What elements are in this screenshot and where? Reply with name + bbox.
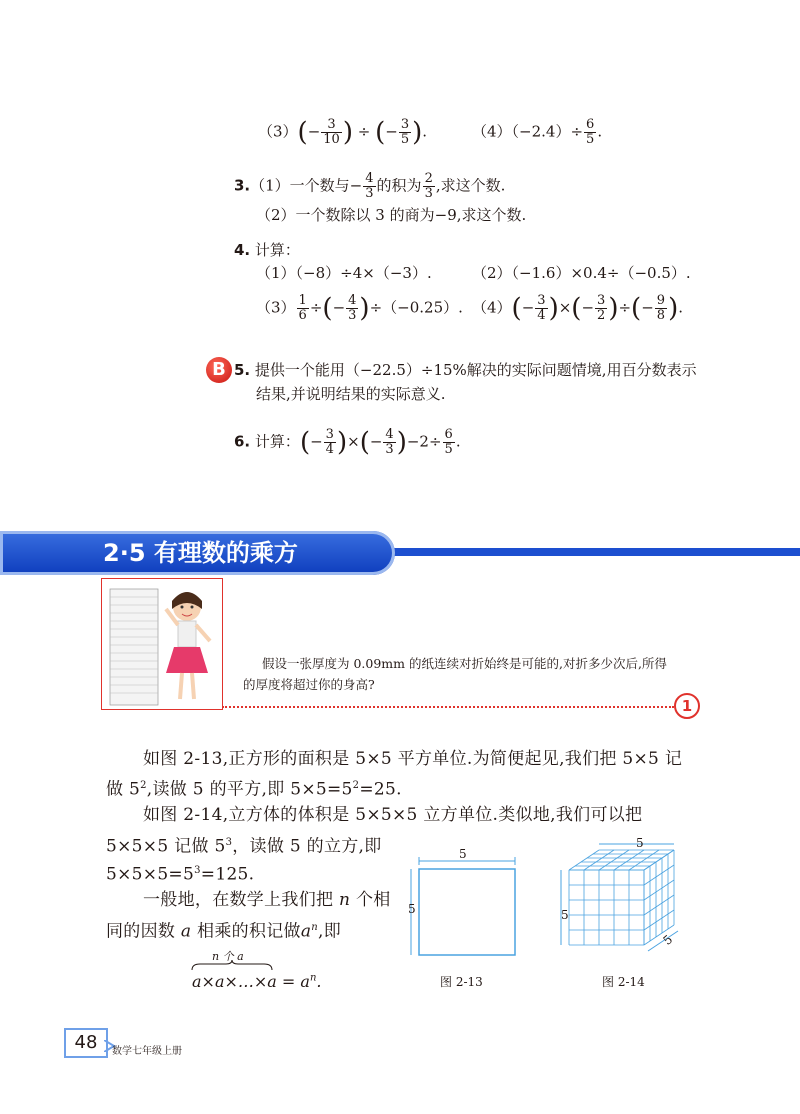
figure-2-14-top-label: 5 (636, 836, 644, 850)
exercise-2-4: （4）（−2.4）÷ $\frac{6}{5}$ . (472, 117, 603, 147)
intro-question-line2: 的厚度将超过你的身高? (243, 677, 375, 692)
paragraph-1-line2: 做 $5^2$,读做 5 的平方,即 $5\times 5=5^2=25$. (106, 779, 402, 800)
question-3-part1: 3.（1）一个数与− $\frac{4}{3}$ 的积为 $\frac{2}{3}$ ,求这个数. (234, 171, 506, 201)
question-4-part1: （1）（−8）÷4×（−3）. (256, 264, 432, 282)
figure-2-13-square (405, 845, 525, 965)
illustration-frame (101, 578, 223, 710)
section-title: 2·5 有理数的乘方 (103, 539, 298, 567)
paragraph-3-line2: 同的因数 a 相乘的积记做$a^n$,即 (106, 921, 342, 942)
paragraph-2-line3: $5\times 5\times 5=5^3=125$. (106, 864, 255, 885)
paragraph-3-line1: 一般地，在数学上我们把 n 个相 (143, 890, 391, 910)
question-4-part4: （4）(− $\frac{3}{4}$ )×(− $\frac{3}{2}$ )÷(− $\frac{9}{8}$ ). (472, 293, 683, 324)
figure-2-14-cube (555, 838, 695, 968)
question-4-part2: （2）（−1.6）×0.4÷（−0.5）. (472, 264, 691, 282)
question-5-line1: 5. 提供一个能用（−22.5）÷15%解决的实际问题情境,用百分数表示 (234, 361, 697, 379)
question-4-part3: （3） $\frac{1}{6}$ ÷(− $\frac{4}{3}$ )÷（−0.25）. (256, 293, 463, 324)
paragraph-1-line1: 如图 2-13,正方形的面积是 5×5 平方单位.为简便起见,我们把 5×5 记 (143, 749, 683, 769)
question-6: 6. 计算：(− $\frac{3}{4}$ )×(− $\frac{4}{3}$ )−2÷ $\frac{6}{5}$ . (234, 427, 461, 458)
question-5-line2: 结果,并说明结果的实际意义. (256, 385, 446, 403)
intro-question-line1: 假设一张厚度为 0.09mm 的纸连续对折始终是可能的,对折多少次后,所得 (262, 656, 667, 671)
section-marker-1: 1 (674, 693, 700, 719)
figure-2-14-side-label: 5 (561, 908, 569, 922)
exercise-2-3: （3）(− $\frac{3}{10}$ ) ÷ (− $\frac{3}{5}$ ). (258, 117, 428, 148)
girl-with-paper-stack-illustration (102, 579, 222, 709)
figure-2-13-top-label: 5 (459, 847, 467, 861)
question-3-part2: （2）一个数除以 3 的商为−9,求这个数. (256, 206, 527, 224)
figure-2-14-caption: 图 2-14 (602, 975, 645, 989)
figure-2-14-depth-label: 5 (660, 932, 676, 948)
figure-2-13-side-label: 5 (408, 902, 416, 916)
formula-brace-label: n 个 a (212, 950, 244, 963)
figure-2-13-caption: 图 2-13 (440, 975, 483, 989)
question-4-title: 4. 计算： (234, 241, 300, 259)
formula-brace (190, 960, 274, 972)
paragraph-2-line2: 5×5×5 记做 $5^3$，读做 5 的立方,即 (106, 836, 382, 857)
power-formula: a×a×…×a = $a^n$. (192, 972, 322, 991)
fraction: $\frac{3}{10}$ (323, 117, 340, 147)
dotted-divider (222, 706, 674, 708)
paragraph-2-line1: 如图 2-14,立方体的体积是 5×5×5 立方单位.类似地,我们可以把 (143, 805, 643, 825)
book-title: 数学七年级上册 (112, 1046, 182, 1057)
page-number: 48 (64, 1028, 108, 1058)
section-banner-line (380, 548, 800, 556)
level-b-badge: B (206, 357, 232, 383)
